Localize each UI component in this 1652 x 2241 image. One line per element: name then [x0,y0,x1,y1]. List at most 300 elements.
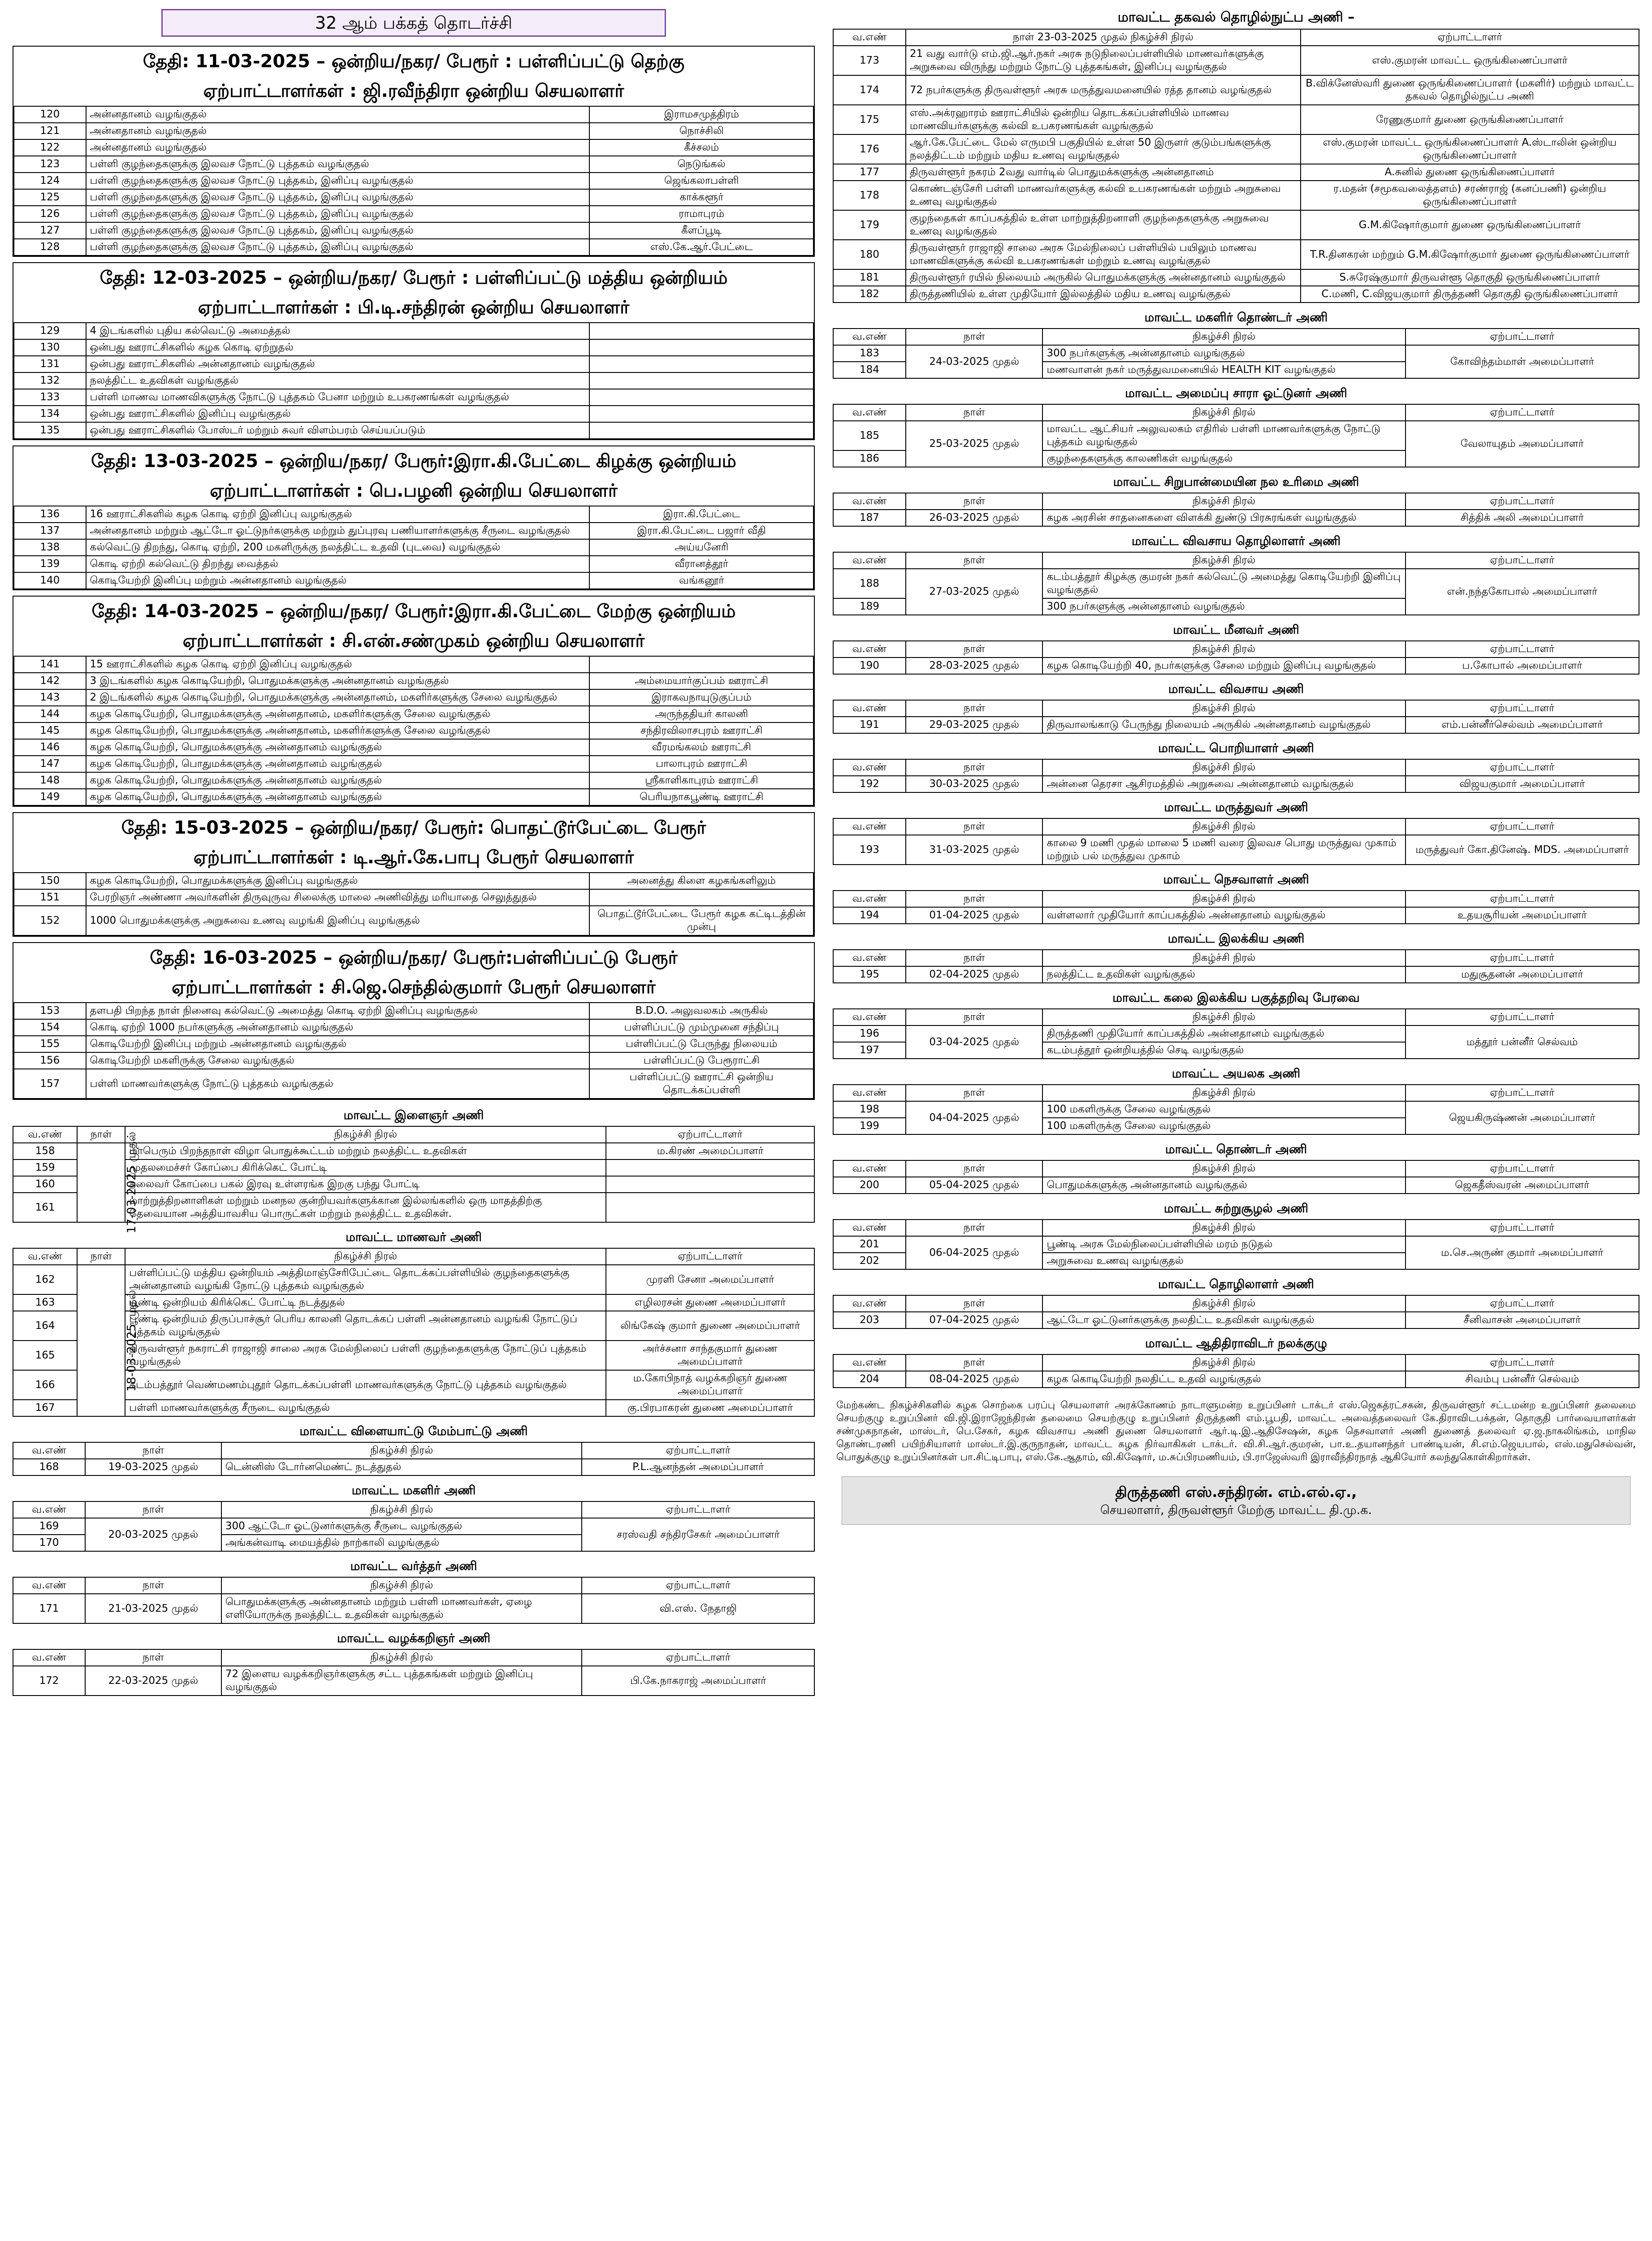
row-number: 126 [14,206,86,222]
organizer-cell: எஸ்.குமரன் மாவட்ட ஒருங்கிணைப்பாளர் [1301,46,1639,75]
table-row [14,206,813,222]
row-number: 192 [833,776,906,792]
column-header: ஏற்பாட்டாளர் [582,1501,814,1518]
organizer-cell: கீளப்பூடி [589,222,813,239]
row-number: 157 [14,1069,86,1099]
row-number: 163 [13,1294,77,1311]
row-number: 177 [833,164,906,181]
program-cell: 4 இடங்களில் புதிய கல்வெட்டு அமைத்தல் [86,323,590,339]
organizer-cell [589,656,813,673]
program-cell: ஒன்பது ஊராட்சிகளில் கழக கொடி ஏற்றுதல் [86,339,590,356]
organizer-cell [589,389,813,406]
date-cell: 06-04-2025 முதல் [906,1236,1043,1269]
day-sections [13,46,815,1100]
column-header: ஏற்பாட்டாளர் [1301,29,1639,46]
continuation-label: 32 ஆம் பக்கத் தொடர்ச்சி [161,9,666,37]
wing-table [833,759,1639,793]
table-row [833,1371,1639,1388]
program-cell: கழக கொடியேற்றி, பொதுமக்களுக்கு அன்னதானம் வழங்குதல் [86,789,590,805]
row-number: 202 [833,1253,906,1269]
table-row [14,323,813,339]
program-cell: கழக கொடியேற்றி 40, நபர்களுக்கு சேலை மற்றும் இனிப்பு வழங்குதல் [1042,658,1405,674]
right-wings [833,6,1639,1388]
column-header: நாள் [906,1295,1043,1312]
program-cell: 1000 பொதுமக்களுக்கு அறுசுவை உணவு வழங்கி இனிப்பு வழங்குதல் [86,906,590,935]
program-cell: மாவட்ட ஆட்சியர் அலுவலகம் எதிரில் பள்ளி மாணவர்களுக்கு நோட்டு புத்தகம் வழங்குதல் [1042,421,1405,450]
left-wings [13,1105,815,1696]
organizer-cell: சரஸ்வதி சந்திரசேகர் அமைப்பாளர் [582,1518,814,1551]
row-number: 200 [833,1177,906,1194]
header-row [833,818,1639,835]
day-section [13,596,815,807]
program-cell: கழக கொடியேற்றி, பொதுமக்களுக்கு அன்னதானம் வழங்குதல் [86,772,590,789]
wing-title: மாவட்ட மருத்துவர் அணி [1164,800,1308,814]
column-header: வ.எண் [13,1248,77,1265]
program-cell: 300 நபர்களுக்கு அன்னதானம் வழங்குதல் [1042,345,1405,362]
wing-section [833,797,1639,865]
date-cell: 20-03-2025 முதல் [85,1518,221,1551]
row-number: 183 [833,345,906,362]
wing-title: மாவட்ட மாணவர் அணி [346,1230,482,1244]
row-number: 193 [833,835,906,865]
table-row [833,421,1639,450]
row-number: 125 [14,189,86,206]
organizer-cell: கு.பிரபாகரன் துணை அமைப்பாளர் [606,1400,814,1416]
organizer-cell [606,1176,814,1193]
row-number: 122 [14,139,86,156]
wing-section [13,1628,815,1696]
program-cell: ஆட்டோ ஓட்டுனர்களுக்கு நலதிட்ட உதவிகள் வழங்குதல் [1042,1312,1405,1328]
table-row [14,539,813,556]
table-row [14,372,813,389]
row-number: 134 [14,406,86,422]
organizer-cell [589,406,813,422]
organizer-cell: எம்.பன்னீர்செல்வம் அமைப்பாளர் [1405,717,1639,733]
table-row [14,689,813,706]
organizer-cell: கோவிந்தம்மாள் அமைப்பாளர் [1405,345,1639,378]
column-header: வ.எண் [13,1442,85,1459]
row-number: 123 [14,156,86,173]
table-row [13,1594,814,1623]
row-number: 146 [14,739,86,756]
organizer-cell: ர.மதன் (சமூகவலைத்தளம்) சரண்ராஜ் (கனப்பணி) ஒன்றிய ஒருங்கிணைப்பாளர் [1301,181,1639,210]
program-cell: பள்ளி மாணவ மாணவிகளுக்கு நோட்டு புத்தகம் பேனா மற்றும் உபகரணங்கள் வழங்குதல் [86,389,590,406]
program-cell: 15 ஊராட்சிகளில் கழக கொடி ஏற்றி இனிப்பு வழங்குதல் [86,656,590,673]
date-cell: 01-04-2025 முதல் [906,907,1043,924]
program-cell: டென்னிஸ் டோர்னமெண்ட் நடத்துதல் [221,1459,582,1475]
program-cell: 300 ஆட்டோ ஓட்டுனர்களுக்கு சீருடை வழங்குதல் [221,1518,582,1535]
table-row [833,835,1639,865]
column-header: நாள் [77,1248,125,1265]
column-header: ஏற்பாட்டாளர் [1405,329,1639,345]
row-number: 159 [13,1159,77,1176]
wing-table [833,1219,1639,1270]
row-number: 162 [13,1265,77,1294]
column-header: ஏற்பாட்டாளர் [1405,1354,1639,1371]
column-header: நிகழ்ச்சி நிரல் [1042,552,1405,569]
table-row [833,269,1639,286]
organizer-cell [589,339,813,356]
row-number: 167 [13,1400,77,1416]
header-row [833,641,1639,658]
column-header: நிகழ்ச்சி நிரல் [1042,1295,1405,1312]
organizer-cell: S.சுரேஷ்குமார் திருவள்ளூ தொகுதி ஒருங்கிணைப்பாளர் [1301,269,1639,286]
wing-table [833,404,1639,467]
row-number: 148 [14,772,86,789]
table-row [833,1312,1639,1328]
table-row [833,1177,1639,1194]
table-row [14,756,813,772]
column-header: நாள் [906,404,1043,421]
table-row [14,222,813,239]
row-number: 145 [14,722,86,739]
header-row [833,493,1639,510]
table-row [833,907,1639,924]
organizer-cell: மதுசூதனன் அமைப்பாளர் [1405,966,1639,983]
organizer-cell: B.D.O. அலுவலகம் அருகில் [589,1003,813,1019]
program-table [13,322,814,439]
column-header: நிகழ்ச்சி நிரல் [1042,493,1405,510]
wing-table [13,1577,815,1624]
wing-table [833,890,1639,924]
program-cell: கொடி ஏற்றி 1000 நபர்களுக்கு அன்னதானம் வழங்குதல் [86,1019,590,1036]
date-text: 17-03-2025 முதல் [125,1132,138,1233]
program-cell: கடம்பத்தூர் ஒன்றியத்தில் செடி வழங்குதல் [1042,1042,1405,1059]
header-row [833,1220,1639,1236]
program-cell: ஒன்பது ஊராட்சிகளில் போஸ்டர் மற்றும் சுவர் விளம்பரம் செய்யப்படும் [86,422,590,439]
program-cell: ஆர்.கே.பேட்டை மேல் எருமபி பகுதியில் உள்ள 50 இருளர் குடும்பங்களுக்கு நலத்திட்டம் மற்றும் மதிய உணவு வழங்குதல் [906,134,1301,164]
header-row [833,329,1639,345]
column-header: வ.எண் [833,759,906,776]
organizer-cell: சிவம்பு பன்னீர் செல்வம் [1405,1371,1639,1388]
day-section [13,262,815,440]
organizer-cell: பள்ளிப்பட்டு மும்முனை சந்திப்பு [589,1019,813,1036]
wing-title: மாவட்ட மகளிர் அணி [351,1484,476,1497]
header-row [13,1649,814,1666]
organizer-cell: P.L.ஆனந்தன் அமைப்பாளர் [582,1459,814,1475]
wing-section [13,1556,815,1624]
row-number: 129 [14,323,86,339]
table-row [14,339,813,356]
program-cell: வள்ளலார் முதியோர் காப்பகத்தில் அன்னதானம் வழங்குதல் [1042,907,1405,924]
program-cell: அறுசுவை உணவு வழங்குதல் [1042,1253,1405,1269]
program-cell: 21 வது வார்டு எம்.ஜி.ஆர்.நகர் அரசு நடுநிலைப்பள்ளியில் மாணவர்களுக்கு அறுசுவை விருந்து மற்றும் நோட்டு புத்தகங்கள், இனிப்பு வழங்குதல் [906,46,1301,75]
program-cell: 300 நபர்களுக்கு அன்னதானம் வழங்குதல் [1042,598,1405,615]
organizer-cell: ஜெங்கலாபள்ளி [589,173,813,189]
column-header: வ.எண் [833,891,906,907]
table-row [14,406,813,422]
column-header: வ.எண் [833,493,906,510]
row-number: 179 [833,210,906,240]
program-cell: பேரறிஞர் அண்ணா அவர்களின் திருவுருவ சிலைக்கு மாலை அணிவித்து மரியாதை செலுத்துதல் [86,889,590,906]
row-number: 137 [14,523,86,539]
row-number: 140 [14,572,86,589]
date-cell: 08-04-2025 முதல் [906,1371,1043,1388]
row-number: 175 [833,105,906,134]
table-row [14,239,813,255]
column-header: நாள் [906,1220,1043,1236]
program-table [13,106,814,256]
column-header: நிகழ்ச்சி நிரல் [125,1248,606,1265]
organizer-cell: இரா.கி.பேட்டை பஜார் வீதி [589,523,813,539]
table-row [14,656,813,673]
wing-table [833,700,1639,734]
table-row [14,1003,813,1019]
organizer-cell: வீரமங்கலம் ஊராட்சி [589,739,813,756]
row-number: 168 [13,1459,85,1475]
organizer-cell: மருத்துவர் கோ.தினேஷ். MDS. அமைப்பாளர் [1405,835,1639,865]
program-cell: குழந்தைகள் காப்பகத்தில் உள்ள மாற்றுத்திறனாளி குழந்தைகளுக்கு அறுசுவை உணவு வழங்குதல் [906,210,1301,240]
date-heading: தேதி: 11-03-2025 – ஒன்றிய/நகர/ பேரூர் : பள்ளிப்பட்டு தெற்கு [143,51,685,72]
row-number: 198 [833,1101,906,1118]
column-header: நாள் [906,329,1043,345]
program-cell: குழந்தைகளுக்கு காலணிகள் வழங்குதல் [1042,450,1405,467]
program-cell: பள்ளி குழந்தைகளுக்கு இலவச நோட்டு புத்தகம், இனிப்பு வழங்குதல் [86,222,590,239]
program-cell: பள்ளி குழந்தைகளுக்கு இலவச நோட்டு புத்தகம், இனிப்பு வழங்குதல் [86,239,590,255]
column-header: நிகழ்ச்சி நிரல் [1042,950,1405,966]
column-header: நிகழ்ச்சி நிரல் [221,1649,582,1666]
column-header: நாள் [906,818,1043,835]
organizer-cell: ம.கிரண் அமைப்பாளர் [606,1143,814,1159]
column-header: ஏற்பாட்டாளர் [1405,891,1639,907]
table-row [14,523,813,539]
row-number: 121 [14,123,86,139]
row-number: 142 [14,673,86,689]
column-header: வ.எண் [833,950,906,966]
program-cell: நலத்திட்ட உதவிகள் வழங்குதல் [86,372,590,389]
wing-table [833,949,1639,983]
wing-title: மாவட்ட இலக்கிய அணி [1168,932,1305,946]
wing-title: மாவட்ட விவசாய அணி [1168,682,1304,696]
organizer-cell: பெரியநாகபூண்டி ஊராட்சி [589,789,813,805]
column-header: வ.எண் [833,404,906,421]
organizer-cell: ம.கோபிநாத் வழக்கறிஞர் துணை அமைப்பாளர் [606,1370,814,1400]
row-number: 195 [833,966,906,983]
program-cell: ஒன்பது ஊராட்சிகளில் அன்னதானம் வழங்குதல் [86,356,590,372]
row-number: 187 [833,510,906,526]
table-row [833,286,1639,303]
column-header: நிகழ்ச்சி நிரல் [1042,700,1405,717]
column-header: நாள் [906,1009,1043,1025]
column-header: ஏற்பாட்டாளர் [582,1577,814,1594]
organizer-heading: ஏற்பாட்டாளர்கள் : சி.என்.சண்முகம் ஒன்றிய செயலாளர் [182,631,645,651]
organizer-heading: ஏற்பாட்டாளர்கள் : டி.ஆர்.கே.பாபு பேரூர் செயலாளர் [193,847,634,868]
header-row [833,552,1639,569]
program-cell: கழக கொடியேற்றி, பொதுமக்களுக்கு அன்னதானம் வழங்குதல் [86,739,590,756]
column-header: வ.எண் [833,1009,906,1025]
table-row [14,1019,813,1036]
row-number: 176 [833,134,906,164]
column-header: நாள் [77,1126,125,1143]
date-heading: தேதி: 13-03-2025 – ஒன்றிய/நகர/ பேரூர்:இரா.கி.பேட்டை கிழக்கு ஒன்றியம் [91,451,736,472]
wing-title: மாவட்ட விளையாட்டு மேம்பாட்டு அணி [299,1424,528,1438]
organizer-cell: C.மணி, C.விஜயகுமார் திருத்தணி தொகுதி ஒருங்கிணைப்பாளர் [1301,286,1639,303]
column-header: நிகழ்ச்சி நிரல் [1042,818,1405,835]
program-table [13,1002,814,1099]
column-header: வ.எண் [833,552,906,569]
column-header: ஏற்பாட்டாளர் [1405,1160,1639,1177]
date-cell: 25-03-2025 முதல் [906,421,1043,467]
column-header: நாள் [85,1501,221,1518]
signature-box [842,1476,1630,1525]
column-header: நாள் [906,641,1043,658]
wing-section [13,1105,815,1233]
wing-table [833,818,1639,865]
organizer-cell: ஸ்ரீகாளிகாபுரம் ஊராட்சி [589,772,813,789]
column-header: வ.எண் [13,1501,85,1518]
program-cell: பூண்டி ஒன்றியம் கிரிக்கெட் போட்டி நடத்துதல் [125,1294,606,1311]
wing-title: மாவட்ட சுற்றுசூழல் அணி [1163,1202,1309,1216]
organizer-cell [606,1159,814,1176]
organizer-cell: அய்யனேரி [589,539,813,556]
date-cell: 22-03-2025 முதல் [85,1666,221,1696]
table-row [14,1052,813,1069]
column-header: வ.எண் [833,329,906,345]
date-heading: தேதி: 15-03-2025 – ஒன்றிய/நகர/ பேரூர்: பொதட்டூர்பேட்டை பேரூர் [121,818,706,838]
day-section [13,46,815,257]
column-header: ஏற்பாட்டாளர் [1405,1295,1639,1312]
table-row [14,889,813,906]
header-row [833,891,1639,907]
program-cell: பள்ளிப்பட்டு மத்திய ஒன்றியம் அத்திமாஞ்சேரிபேட்டை தொடக்கப்பள்ளியில் குழந்தைகளுக்கு அன்னதானம் வழங்கி நோட்டு புத்தகம் வழங்குதல் [125,1265,606,1294]
date-cell: 19-03-2025 முதல் [85,1459,221,1475]
table-row [833,164,1639,181]
program-cell: திருவள்ளூர் நகரம் 2வது வார்டில் பொதுமக்களுக்கு அன்னதானம் [906,164,1301,181]
column-header: நிகழ்ச்சி நிரல் [1042,1354,1405,1371]
column-header: நிகழ்ச்சி நிரல் [1042,759,1405,776]
row-number: 152 [14,906,86,935]
column-header: ஏற்பாட்டாளர் [1405,1085,1639,1101]
column-header: வ.எண் [833,29,906,46]
column-header: ஏற்பாட்டாளர் [582,1442,814,1459]
row-number: 196 [833,1025,906,1042]
organizer-cell: சீனிவாசன் அமைப்பாளர் [1405,1312,1639,1328]
organizer-cell: B.விக்னேஸ்வரி துணை ஒருங்கிணைப்பாளர் (மகளிர்) மற்றும் மாவட்ட தகவல் தொழில்நுட்ப அணி [1301,75,1639,105]
program-cell: கழக கொடியேற்றி, பொதுமக்களுக்கு அன்னதானம், மகளிர்களுக்கு சேலை வழங்குதல் [86,722,590,739]
table-row [833,1236,1639,1253]
wing-section [13,1421,815,1476]
table-row [14,906,813,935]
organizer-cell: பள்ளிப்பட்டு ஊராட்சி ஒன்றிய தொடக்கப்பள்ளி [589,1069,813,1099]
table-row [14,1069,813,1099]
program-cell: காலை 9 மணி முதல் மாலை 5 மணி வரை இலவச பொது மருத்துவ முகாம் மற்றும் பல் மருத்துவ முகாம் [1042,835,1405,865]
row-number: 191 [833,717,906,733]
day-section [13,446,815,590]
row-number: 166 [13,1370,77,1400]
organizer-cell: வி.எஸ். நேதாஜி [582,1594,814,1623]
table-row [14,123,813,139]
column-header: ஏற்பாட்டாளர் [606,1248,814,1265]
column-header: ஏற்பாட்டாளர் [606,1126,814,1143]
row-number: 153 [14,1003,86,1019]
program-cell: கழக கொடியேற்றி, பொதுமக்களுக்கு அன்னதானம் வழங்குதல் [86,756,590,772]
date-cell: 26-03-2025 முதல் [906,510,1043,526]
row-number: 155 [14,1036,86,1052]
wing-title: மாவட்ட சிறுபான்மையின நல உரிமை அணி [1113,475,1359,489]
column-header: ஏற்பாட்டாளர் [1405,552,1639,569]
date-cell [77,1265,138,1416]
date-cell: 24-03-2025 முதல் [906,345,1043,378]
row-number: 164 [13,1311,77,1341]
wing-section [13,1480,815,1552]
table-row [14,106,813,123]
column-header: நாள் [906,891,1043,907]
row-number: 127 [14,222,86,239]
column-header: ஏற்பாட்டாளர் [1405,759,1639,776]
organizer-cell: G.M.கிஷோர்குமார் துணை ஒருங்கிணைப்பாளர் [1301,210,1639,240]
table-row [833,345,1639,362]
wing-table [13,1649,815,1696]
organizer-cell: நொச்சிலி [589,123,813,139]
row-number: 154 [14,1019,86,1036]
column-header: நிகழ்ச்சி நிரல் [1042,404,1405,421]
column-header: நாள் [906,950,1043,966]
organizer-cell: முரளி சேனா அமைப்பாளர் [606,1265,814,1294]
program-table [13,506,814,589]
row-number: 182 [833,286,906,303]
header-row [833,1085,1639,1101]
program-cell: தளபதி பிறந்த நாள் நினைவு கல்வெட்டு அமைத்து கொடி ஏற்றி இனிப்பு வழங்குதல் [86,1003,590,1019]
date-cell: 04-04-2025 முதல் [906,1101,1043,1134]
column-header: நாள் 23-03-2025 முதல் நிகழ்ச்சி நிரல் [906,29,1301,46]
column-header: வ.எண் [833,1354,906,1371]
wing-title: மாவட்ட நெசவாளர் அணி [1163,873,1309,887]
program-cell: மாற்றுத்திறனாளிகள் மற்றும் மனநல குன்றியவர்களுக்கான இல்லங்களில் ஒரு மாதத்திற்கு தேவையான அத்தியாவசிய பொருட்கள் மற்றும் நலத்திட்ட உதவிகள். [125,1193,606,1222]
row-number: 135 [14,422,86,439]
program-cell: கொடியேற்றி இனிப்பு மற்றும் அன்னதானம் வழங்குதல் [86,1036,590,1052]
wing-section [833,929,1639,983]
row-number: 128 [14,239,86,255]
wing-table [833,640,1639,675]
wing-table [833,552,1639,615]
wing-table [13,1248,815,1417]
footer-paragraph: மேற்கண்ட நிகழ்ச்சிகளில் கழக சொற்கை பரப்பு செயலாளர் அரக்கோணம் நாடாளுமன்ற உறுப்பினர் டாக்டர் எஸ்.ஜெகத்ரட்சகன், திருவள்ளூர் சட்டமன்ற உறுப்பினர் தலைமை செயற்குழு உறுப்பினர் வி.ஜி.இராஜேந்திரன் தலைமை செயற்குழு உறுப்பினர் திருத்தணி எம்.பூபதி, மாவட்ட அவைத்தலைவர் கே.திராவிடபக்தன், தொகுதி பார்வையாளர்கள் சண்முகநாதன், மாஸ்டர், பெ.சேகர், கழக விவசாய அணி துணை செயலாளர் ஆர்.டி.இ.ஆதிசேஷன், கழக தெசவாளர் அணி துணைத் தலைவர் ஏ.ஜ.நாகலிங்கம், மாநில தொண்டரணி பயிற்சியாளர் மாஸ்டர்.இ.குருநாதன், மாவட்ட கழக நிர்வாகிகள் டாக்டர். வி.சி.ஆர்.குமரன், பா.உ.தயானந்தர் பாண்டியன், சி.எம்.ஜெயபால், எஸ்.மதுசெல்வன், பொதுக்குழு உறுப்பினர்கள் பா.சிட்டிபாபு, எஸ்.கே.ஆதாம், வி.கிஷோர், ம.சுப்பிரமணியம், பி.ராஜேஸ்வரி இராவீந்திரநாத் ஆகியோர் கலந்துகொள்கிறார்கள். [836,1400,1636,1463]
organizer-cell: பள்ளிப்பட்டு பேரூராட்சி [589,1052,813,1069]
column-header: நாள் [85,1577,221,1594]
row-number: 136 [14,506,86,523]
program-cell: 2 இடங்களில் கழக கொடியேற்றி, பொதுமக்களுக்கு அன்னதானம், மகளிர்களுக்கு சேலை வழங்குதல் [86,689,590,706]
column-header: வ.எண் [833,1160,906,1177]
row-number: 133 [14,389,86,406]
wing-title: மாவட்ட அயலக அணி [1172,1067,1301,1081]
table-row [14,556,813,572]
row-number: 169 [13,1518,85,1535]
date-cell: 27-03-2025 முதல் [906,569,1043,615]
table-row [14,873,813,889]
header-row [13,1442,814,1459]
column-header: ஏற்பாட்டாளர் [1405,950,1639,966]
column-header: நாள் [906,759,1043,776]
table-row [14,389,813,406]
wing-table [833,1008,1639,1059]
table-row [14,356,813,372]
column-header: வ.எண் [833,1085,906,1101]
row-number: 132 [14,372,86,389]
table-row [14,506,813,523]
signature-title: செயலாளர், திருவள்ளூர் மேற்கு மாவட்ட தி.மு.க. [1100,1503,1372,1517]
table-row [13,1143,814,1159]
organizer-cell: ம.செ.அருண் குமார் அமைப்பாளர் [1405,1236,1639,1269]
table-row [833,105,1639,134]
program-cell: கழக கொடியேற்றி, பொதுமக்களுக்கு அன்னதானம், மகளிர்களுக்கு சேலை வழங்குதல் [86,706,590,722]
table-row [13,1265,814,1294]
table-row [14,173,813,189]
row-number: 151 [14,889,86,906]
date-text: 18-03-2025 முதல் [125,1289,138,1392]
date-cell: 31-03-2025 முதல் [906,835,1043,865]
program-cell: திருவள்ளூர் ராஜாஜி சாலை அரசு மேல்நிலைப் பள்ளியில் பயிலும் மாணவ மாணவிகளுக்கு கல்வி உபகரணங்கள் மற்றும் உணவு வழங்குதல் [906,240,1301,269]
header-row [833,1295,1639,1312]
